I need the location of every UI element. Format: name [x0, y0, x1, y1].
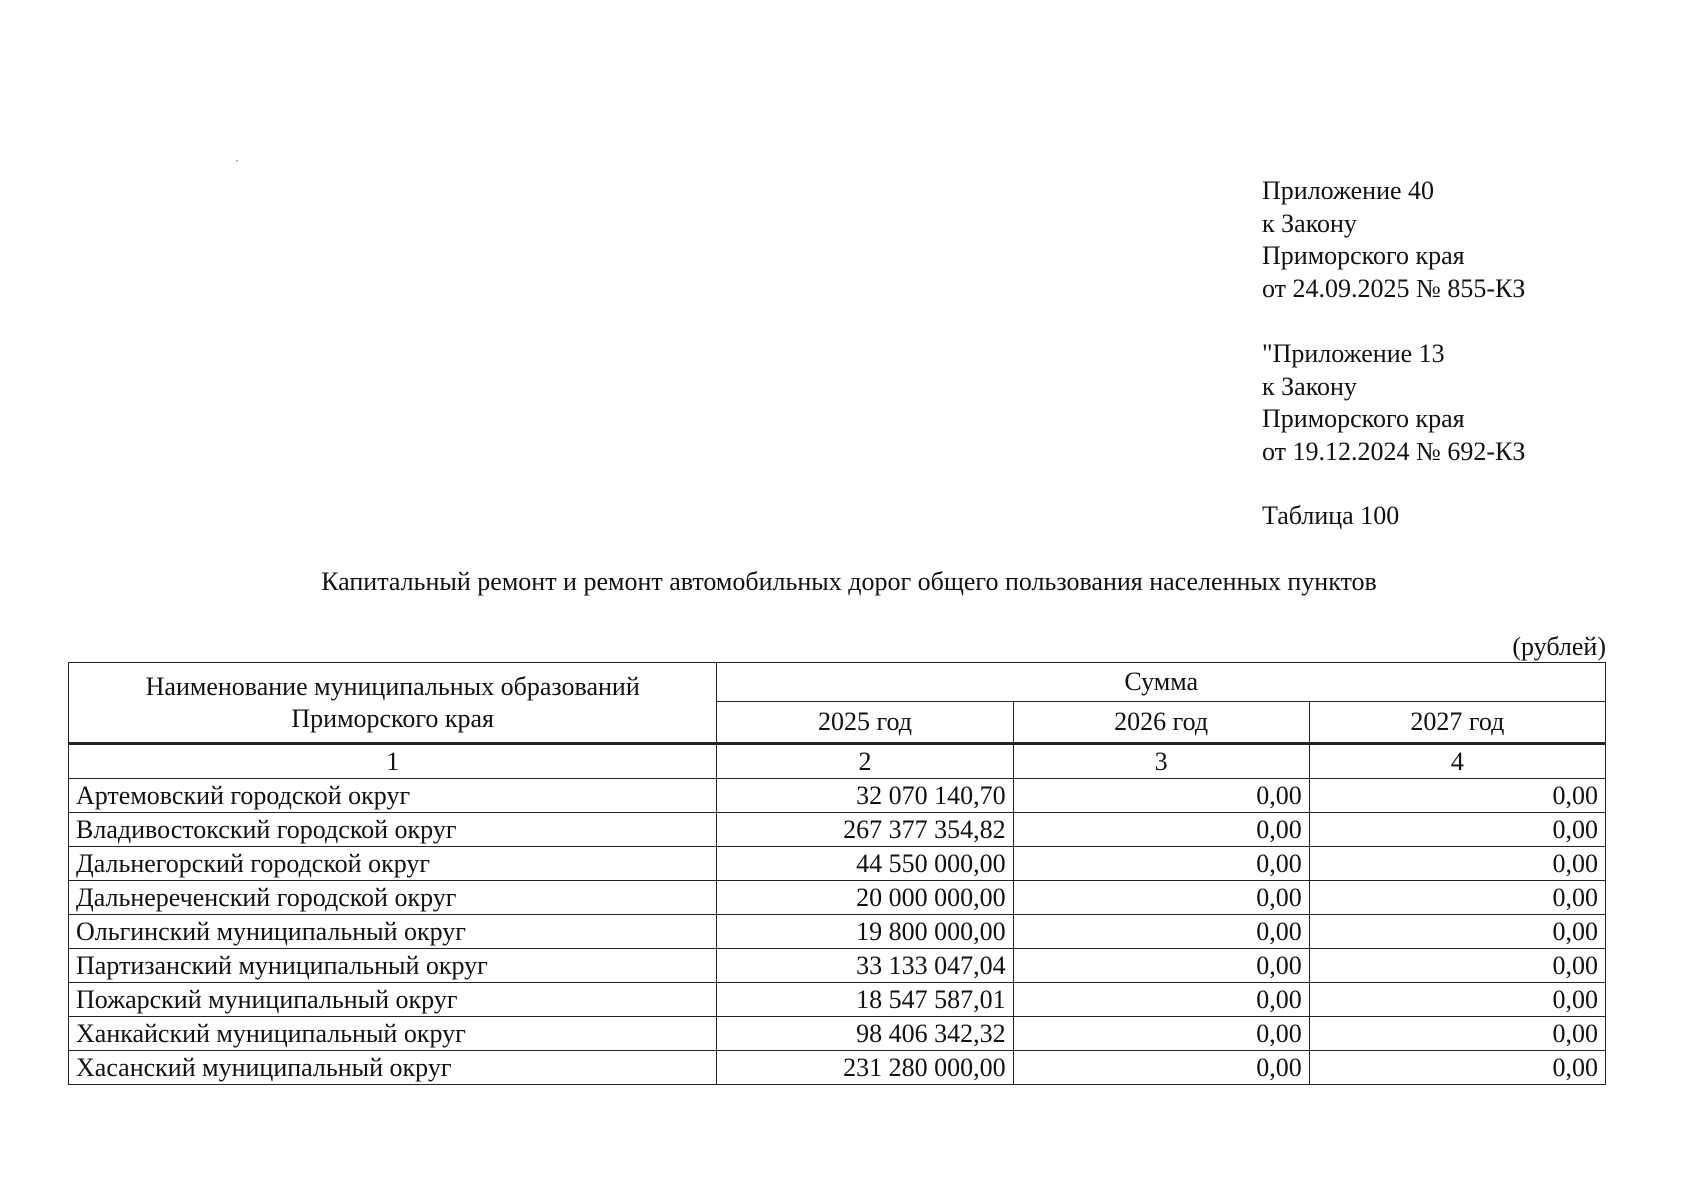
- amount-2027: 0,00: [1309, 1051, 1605, 1085]
- table-row: [69, 983, 1606, 1017]
- annex-current-reference: [1262, 175, 1525, 305]
- annex-original-line-2: к Закону: [1262, 371, 1357, 401]
- municipality-name: Хасанский муниципальный округ: [69, 1051, 717, 1085]
- municipality-name: Пожарский муниципальный округ: [69, 983, 717, 1017]
- annex-current-line-1: Приложение 40: [1262, 176, 1435, 205]
- amount-2027: 0,00: [1309, 881, 1605, 915]
- amount-2026: 0,00: [1013, 1051, 1309, 1085]
- header-year-2027: 2027 год: [1309, 702, 1605, 744]
- header-name-line-2: Приморского края: [291, 703, 495, 733]
- amount-2025: 98 406 342,32: [717, 1017, 1013, 1051]
- amount-2025: 231 280 000,00: [717, 1051, 1013, 1085]
- amount-2027: 0,00: [1309, 779, 1605, 813]
- amount-2027: 0,00: [1309, 813, 1605, 847]
- units-label: (рублей): [1512, 632, 1606, 661]
- table-row: [69, 847, 1606, 881]
- annex-current-line-2: к Закону: [1262, 208, 1357, 238]
- amount-2025: 267 377 354,82: [717, 813, 1013, 847]
- amount-2026: 0,00: [1013, 847, 1309, 881]
- column-number-1: 1: [69, 744, 717, 779]
- amount-2026: 0,00: [1013, 881, 1309, 915]
- amount-2025: 20 000 000,00: [717, 881, 1013, 915]
- municipality-name: Артемовский городской округ: [69, 779, 717, 813]
- annex-original-line-3: Приморского края: [1262, 404, 1465, 433]
- amount-2027: 0,00: [1309, 1017, 1605, 1051]
- amount-2026: 0,00: [1013, 779, 1309, 813]
- table-row: [69, 881, 1606, 915]
- annex-current-line-4: от 24.09.2025 № 855-КЗ: [1262, 273, 1526, 303]
- municipality-name: Дальнереченский городской округ: [69, 881, 717, 915]
- amount-2027: 0,00: [1309, 915, 1605, 949]
- annex-original-reference: [1262, 338, 1525, 468]
- column-number-4: 4: [1309, 744, 1605, 779]
- amount-2026: 0,00: [1013, 813, 1309, 847]
- scan-speck: [236, 160, 238, 162]
- amount-2026: 0,00: [1013, 983, 1309, 1017]
- table-row: [69, 949, 1606, 983]
- column-number-2: 2: [717, 744, 1013, 779]
- budget-table: [68, 662, 1606, 1085]
- amount-2027: 0,00: [1309, 847, 1605, 881]
- amount-2025: 32 070 140,70: [717, 779, 1013, 813]
- amount-2027: 0,00: [1309, 983, 1605, 1017]
- municipality-name: Партизанский муниципальный округ: [69, 949, 717, 983]
- amount-2025: 44 550 000,00: [717, 847, 1013, 881]
- municipality-name: Владивостокский городской округ: [69, 813, 717, 847]
- municipality-name: Дальнегорский городской округ: [69, 847, 717, 881]
- table-row: [69, 1017, 1606, 1051]
- annex-current-line-3: Приморского края: [1262, 241, 1465, 270]
- header-sum: Сумма: [717, 663, 1606, 702]
- annex-original-line-1: "Приложение 13: [1262, 339, 1445, 368]
- amount-2026: 0,00: [1013, 949, 1309, 983]
- amount-2026: 0,00: [1013, 1017, 1309, 1051]
- amount-2025: 18 547 587,01: [717, 983, 1013, 1017]
- header-year-2025: 2025 год: [717, 702, 1013, 744]
- municipality-name: Ханкайский муниципальный округ: [69, 1017, 717, 1051]
- annex-original-line-4: от 19.12.2024 № 692-КЗ: [1262, 436, 1526, 466]
- amount-2025: 33 133 047,04: [717, 949, 1013, 983]
- amount-2025: 19 800 000,00: [717, 915, 1013, 949]
- document-title: Капитальный ремонт и ремонт автомобильных дорог общего пользования населенных пунктов: [321, 567, 1377, 596]
- amount-2026: 0,00: [1013, 915, 1309, 949]
- table-row: [69, 779, 1606, 813]
- column-number-row: [69, 744, 1606, 779]
- table-row: [69, 1051, 1606, 1085]
- header-municipality-name: [69, 663, 717, 744]
- municipality-name: Ольгинский муниципальный округ: [69, 915, 717, 949]
- amount-2027: 0,00: [1309, 949, 1605, 983]
- table-row: [69, 915, 1606, 949]
- column-number-3: 3: [1013, 744, 1309, 779]
- header-row-top: [69, 663, 1606, 702]
- table-label: Таблица 100: [1262, 501, 1400, 530]
- header-name-line-1: Наименование муниципальных образований: [145, 671, 640, 701]
- table-row: [69, 813, 1606, 847]
- header-year-2026: 2026 год: [1013, 702, 1309, 744]
